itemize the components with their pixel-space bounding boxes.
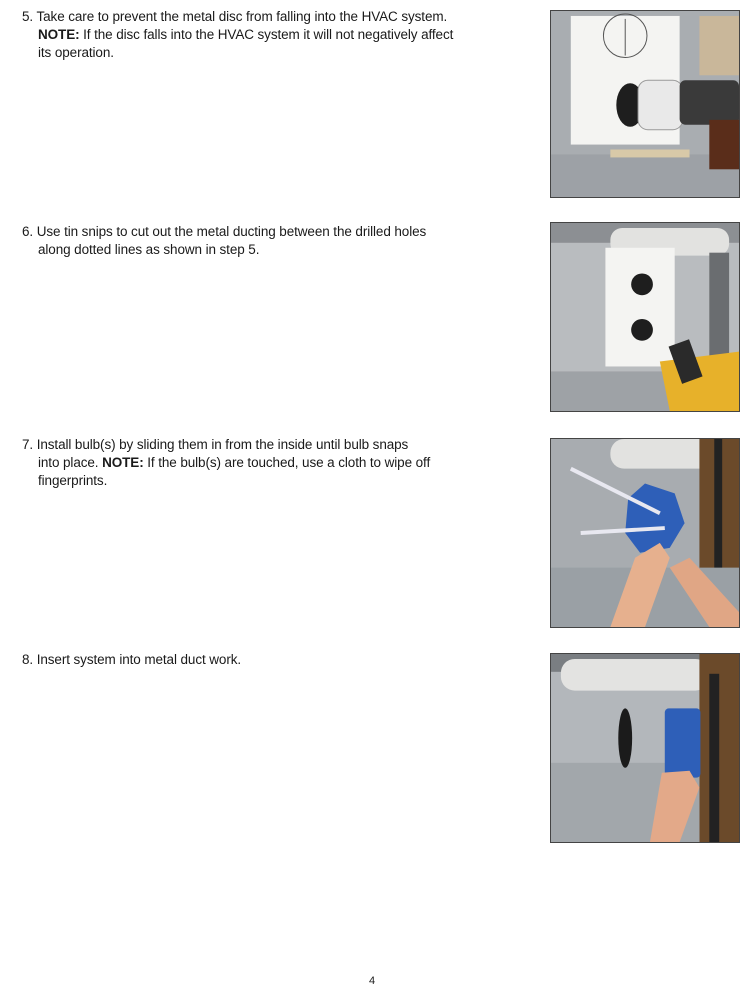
step-text: Insert system into metal duct work. xyxy=(36,652,242,667)
step-number: 5. xyxy=(22,9,34,24)
step-5 xyxy=(22,8,522,62)
step-8-photo xyxy=(550,653,740,843)
bulb-install-photo xyxy=(551,439,739,627)
step-7 xyxy=(22,436,522,490)
step-text: Take care to prevent the metal disc from falling into the HVAC system. xyxy=(36,9,448,24)
cutting-photo xyxy=(551,223,739,411)
step-number: 8. xyxy=(22,652,34,667)
step-text-continued: its operation. xyxy=(38,45,114,60)
insert-system-photo xyxy=(551,654,739,842)
step-5-photo xyxy=(550,10,740,198)
step-text: into place. xyxy=(38,455,99,470)
step-6-photo xyxy=(550,222,740,412)
step-text: Use tin snips to cut out the metal ducting between the drilled holes xyxy=(36,224,427,239)
step-8 xyxy=(22,651,522,669)
step-text-continued: fingerprints. xyxy=(38,473,108,488)
page-number: 4 xyxy=(368,975,376,987)
step-number: 7. xyxy=(22,437,34,452)
note-text: If the bulb(s) are touched, use a cloth to wipe off xyxy=(147,455,431,470)
step-text-continued: along dotted lines as shown in step 5. xyxy=(38,242,260,257)
note-label: NOTE: xyxy=(38,27,80,42)
step-6 xyxy=(22,223,522,259)
note-text: If the disc falls into the HVAC system it will not negatively affect xyxy=(83,27,454,42)
step-number: 6. xyxy=(22,224,34,239)
note-label: NOTE: xyxy=(102,455,144,470)
step-7-photo xyxy=(550,438,740,628)
drilling-photo xyxy=(551,11,739,197)
step-text: Install bulb(s) by sliding them in from the inside until bulb snaps xyxy=(36,437,409,452)
